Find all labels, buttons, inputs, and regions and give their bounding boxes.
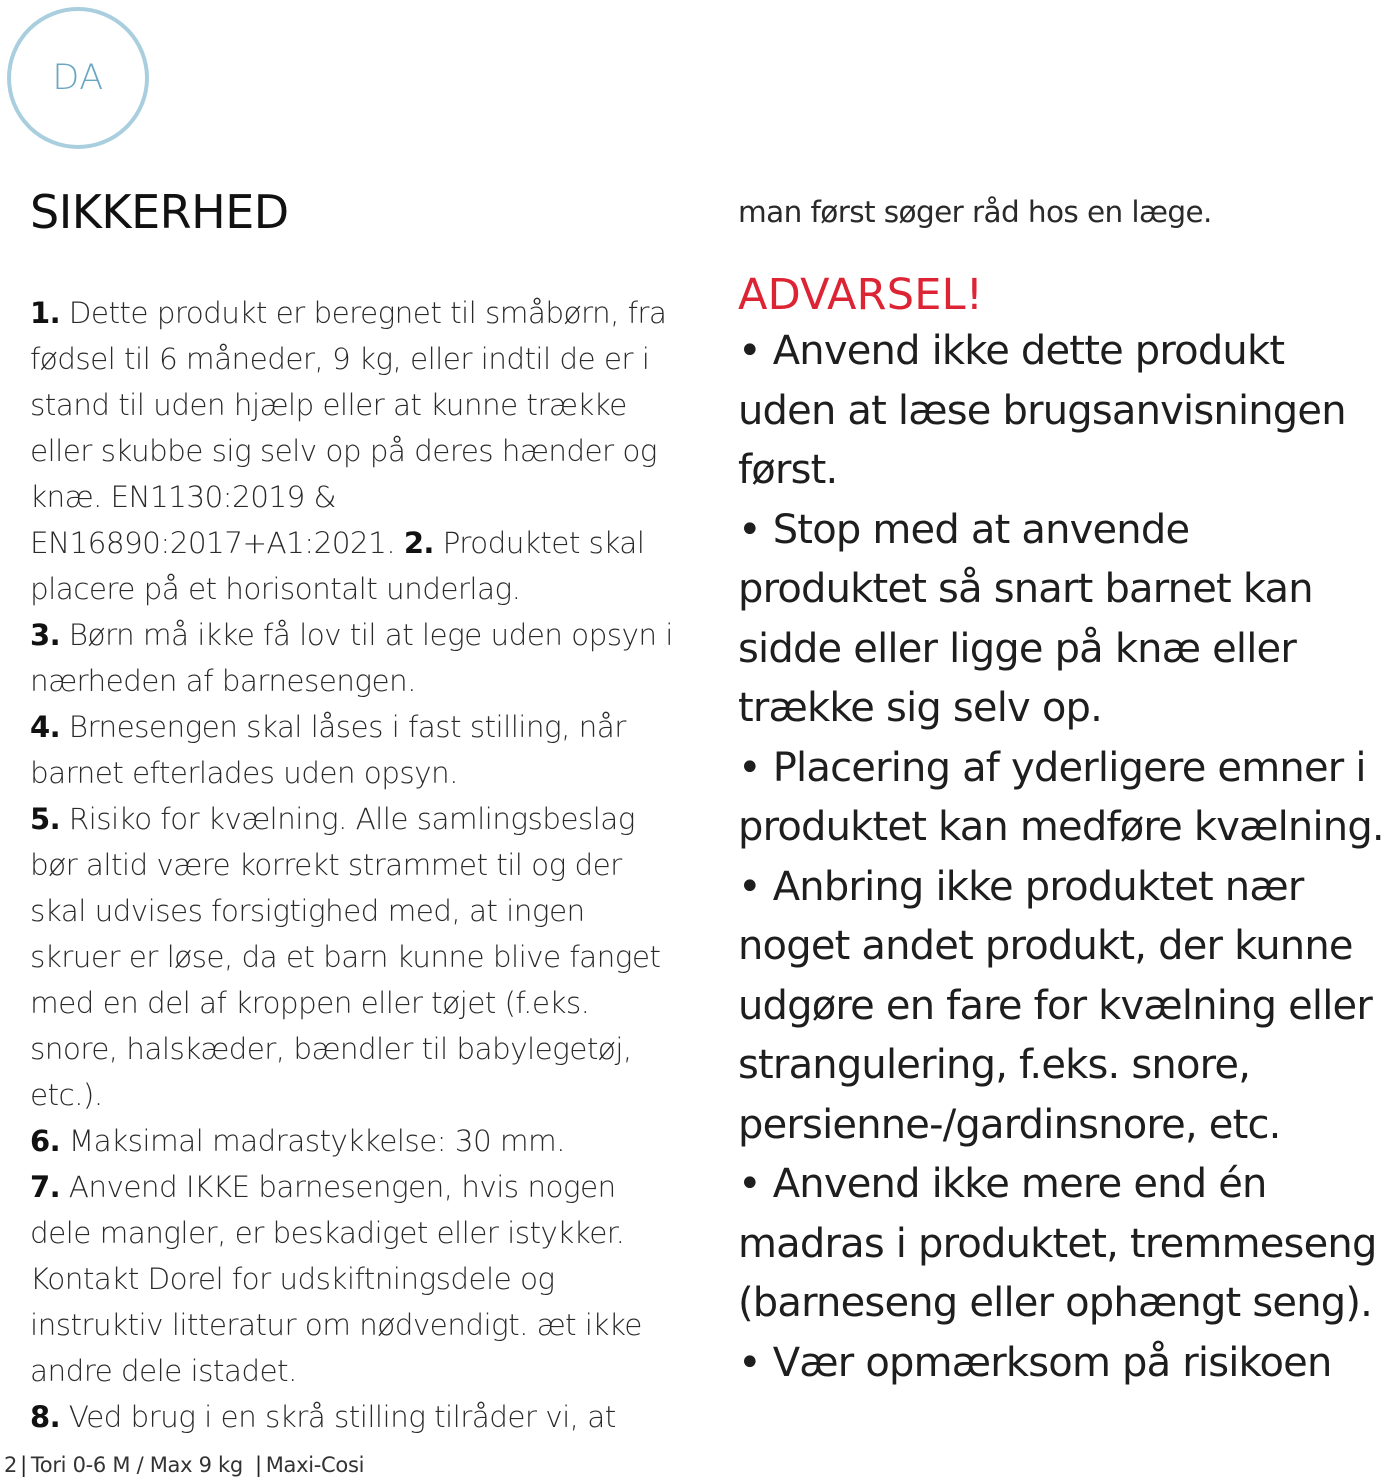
page-number: 2 xyxy=(4,1453,18,1477)
item-number: 8. xyxy=(30,1400,60,1434)
safety-paragraph xyxy=(30,1118,680,1164)
safety-paragraph xyxy=(30,1164,680,1394)
item-text: Børn må ikke få lov til at lege uden opsyn i nærheden af barnesengen. xyxy=(30,618,673,698)
item-text: Maksimal madrastykkelse: 30 mm. xyxy=(68,1124,565,1158)
warning-item: • Stop med at anvende produktet så snart barnet kan sidde eller ligge på knæ eller trække sig selv op. xyxy=(738,501,1388,739)
safety-instructions xyxy=(30,290,680,1440)
footer-divider: | xyxy=(20,1453,27,1477)
warning-heading: ADVARSEL! xyxy=(738,270,984,320)
language-badge xyxy=(7,7,149,149)
item-number: 3. xyxy=(30,618,60,652)
right-column xyxy=(738,190,1388,1393)
page-title: SIKKERHED xyxy=(30,185,289,239)
item-number: 4. xyxy=(30,710,60,744)
item-text: Anvend IKKE barnesengen, hvis nogen dele mangler, er beskadiget eller istykker. Kontakt Dorel for udskiftningsdele og instruktiv litteratur om nødvendigt. æt ikke andre dele istadet. xyxy=(30,1170,642,1388)
safety-paragraph xyxy=(30,1394,680,1440)
safety-paragraph xyxy=(30,704,680,796)
item-number: 6. xyxy=(30,1124,60,1158)
warning-item: • Anvend ikke dette produkt uden at læse brugsanvisningen først. xyxy=(738,322,1388,501)
warning-list xyxy=(738,322,1388,1393)
warning-item: • Placering af yderligere emner i produktet kan medføre kvælning. xyxy=(738,739,1388,858)
continuation-text: man først søger råd hos en læge. xyxy=(738,195,1212,229)
item-number: 7. xyxy=(30,1170,60,1204)
item-number: 2. xyxy=(403,526,434,560)
item-text: Brnesengen skal låses i fast stilling, når barnet efterlades uden opsyn. xyxy=(30,710,626,790)
footer-product: Tori 0-6 M / Max 9 kg xyxy=(30,1453,243,1477)
warning-item: • Vær opmærksom på risikoen xyxy=(738,1334,1388,1394)
safety-paragraph xyxy=(30,612,680,704)
language-code: DA xyxy=(52,58,104,98)
item-text: Risiko for kvælning. Alle samlingsbeslag bør altid være korrekt strammet til og der skal udvises forsigtighed med, at ingen skruer er løse, da et barn kunne blive fanget med en del af kroppen eller tøjet (f.eks. snore, halskæder, bændler til babylegetøj, etc.). xyxy=(30,802,661,1112)
item-text: Produktet skal placere på et horisontalt underlag. xyxy=(30,526,645,606)
safety-paragraph xyxy=(30,290,680,612)
item-text: Ved brug i en skrå stilling tilråder vi, at xyxy=(68,1400,616,1434)
safety-paragraph xyxy=(30,796,680,1118)
item-number: 5. xyxy=(30,802,60,836)
page-footer xyxy=(4,1452,364,1478)
item-text: Dette produkt er beregnet til småbørn, fra fødsel til 6 måneder, 9 kg, eller indtil de er i stand til uden hjælp eller at kunne trække eller skubbe sig selv op på deres hænder og knæ. EN1130:2019 & EN16890:2017+A1:2021. xyxy=(30,296,667,560)
warning-item: • Anbring ikke produktet nær noget andet produkt, der kunne udgøre en fare for kvælning eller strangulering, f.eks. snore, persienne-/gardinsnore, etc. xyxy=(738,858,1388,1156)
footer-brand: Maxi-Cosi xyxy=(265,1453,365,1477)
footer-divider: | xyxy=(254,1453,262,1477)
item-number: 1. xyxy=(30,296,60,330)
warning-item: • Anvend ikke mere end én madras i produktet, tremmeseng (barneseng eller ophængt seng). xyxy=(738,1155,1388,1334)
